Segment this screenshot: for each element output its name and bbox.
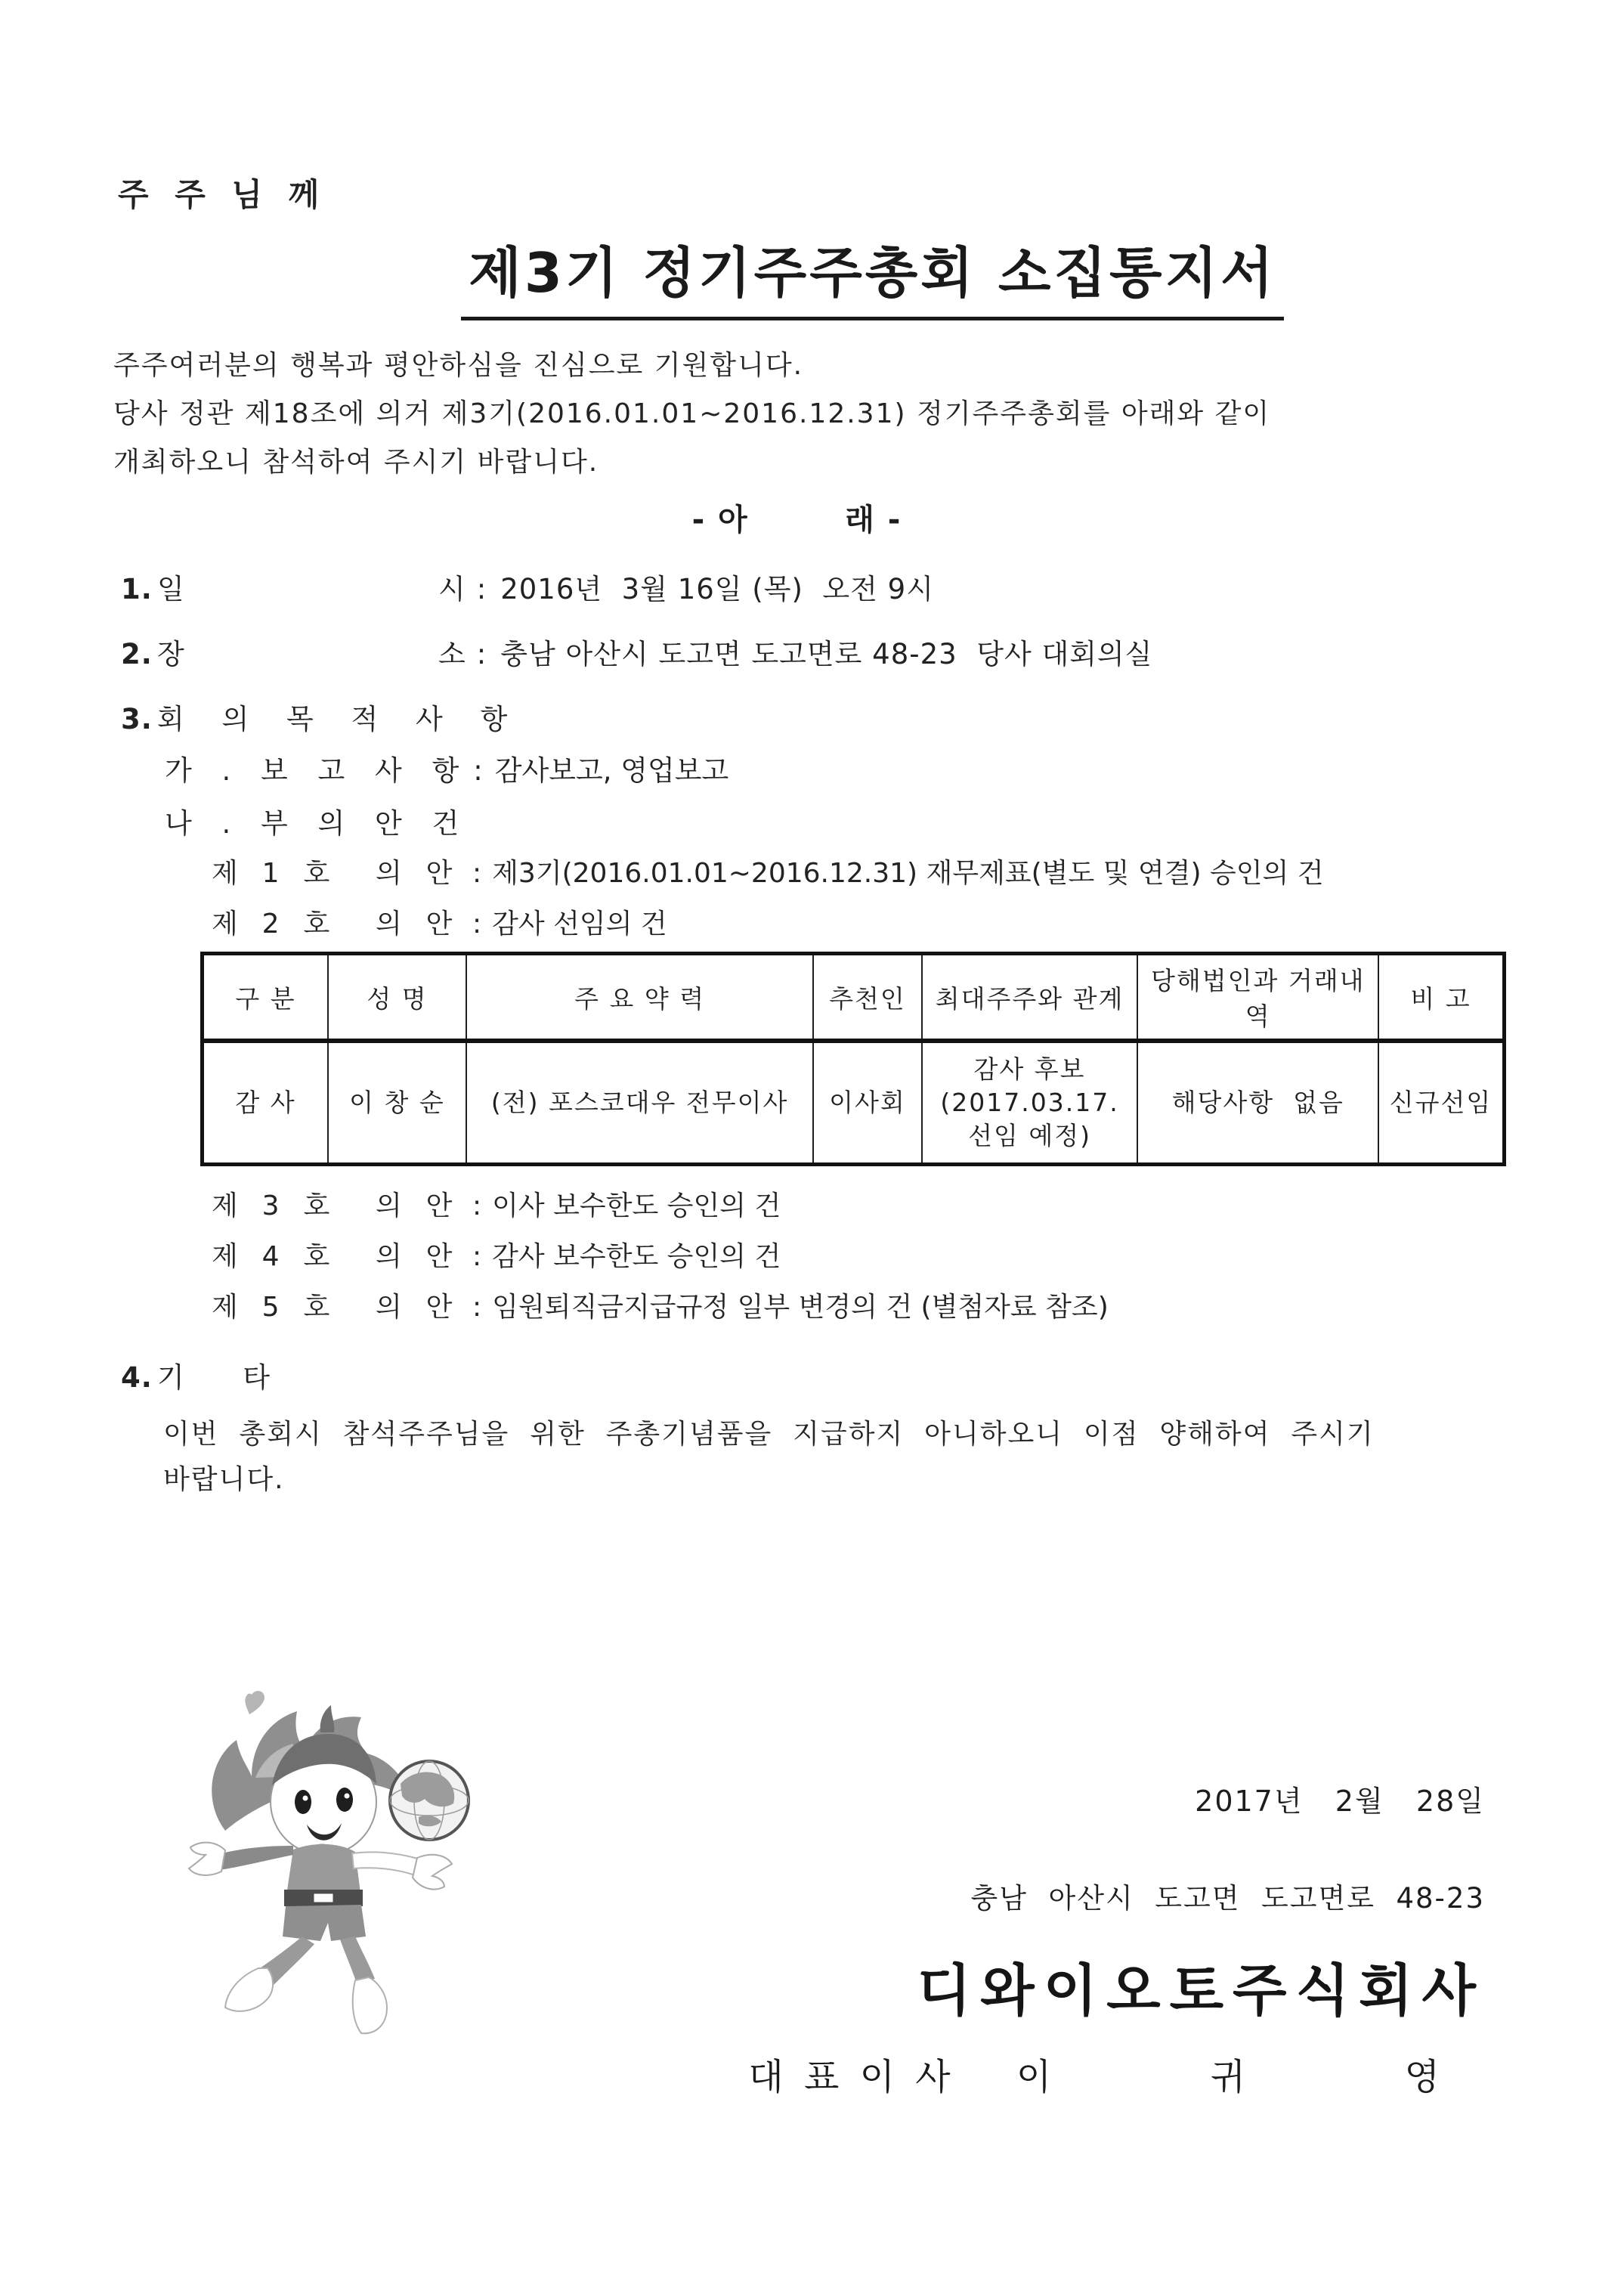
company-name: 디와이오토주식회사 bbox=[917, 1958, 1485, 2023]
relation-line: 선임 예정) bbox=[968, 1121, 1091, 1150]
item-label: 장 bbox=[157, 638, 185, 670]
meeting-datetime-value: 2016년 3월 16일 (목) 오전 9시 bbox=[500, 573, 934, 605]
item-number: 1. bbox=[121, 573, 153, 605]
cell-name: 이 창 순 bbox=[328, 1041, 466, 1165]
misc-section-row bbox=[121, 1354, 1480, 1395]
item-label: 기 타 bbox=[157, 1361, 271, 1394]
resolution-items-row bbox=[165, 800, 1480, 841]
mascot-svg bbox=[180, 1687, 490, 2050]
agenda-value: 감사 선임의 건 bbox=[492, 909, 667, 940]
cell-category: 감 사 bbox=[203, 1041, 328, 1165]
intro-line: 당사 정관 제18조에 의거 제3기(2016.01.01~2016.12.31) 정기주주총회를 아래와 같이 bbox=[113, 398, 1271, 429]
mascot-arm-left bbox=[216, 1846, 293, 1870]
mascot-shorts bbox=[283, 1905, 366, 1941]
meeting-place-row bbox=[121, 631, 1480, 672]
colon: : bbox=[476, 573, 487, 605]
globe-icon bbox=[390, 1761, 469, 1840]
colon: : bbox=[472, 858, 482, 889]
colon: : bbox=[472, 1292, 482, 1323]
meeting-datetime-row bbox=[121, 566, 1480, 607]
agenda-item-2 bbox=[212, 902, 1480, 941]
item-label: 회 의 목 적 사 항 bbox=[157, 703, 517, 735]
col-header-relation: 최대주주와 관계 bbox=[922, 954, 1138, 1042]
col-header-career: 주 요 약 력 bbox=[466, 954, 813, 1042]
ceo-name: 이 귀 영 bbox=[1016, 2056, 1485, 2098]
table-header bbox=[203, 954, 1505, 1042]
company-address: 충남 아산시 도고면 도고면로 48-23 bbox=[970, 1882, 1485, 1915]
agenda-value: 이사 보수한도 승인의 건 bbox=[492, 1190, 781, 1221]
item-key: 소 bbox=[438, 638, 466, 670]
misc-line: 바랍니다. bbox=[163, 1464, 285, 1495]
agenda-value: 제3기(2016.01.01~2016.12.31) 재무제표(별도 및 연결) 승인의 건 bbox=[492, 858, 1324, 889]
col-header-transactions: 당해법인과 거래내역 bbox=[1137, 954, 1378, 1042]
misc-body bbox=[163, 1412, 1480, 1503]
below-divider: - 아 래 - bbox=[691, 503, 902, 537]
heart-icon bbox=[245, 1691, 264, 1714]
cell-career: (전) 포스코대우 전무이사 bbox=[466, 1041, 813, 1165]
mascot-glove-right bbox=[413, 1855, 452, 1890]
auditor-candidate-table bbox=[200, 952, 1506, 1166]
item-number: 4. bbox=[121, 1361, 153, 1394]
item-number: 3. bbox=[121, 703, 153, 735]
report-items-row bbox=[165, 748, 1480, 788]
intro-paragraphs bbox=[113, 351, 1480, 478]
agenda-value: 임원퇴직금지급규정 일부 변경의 건 (별첨자료 참조) bbox=[492, 1292, 1109, 1323]
agenda-item-1 bbox=[212, 852, 1480, 890]
agenda-item-5 bbox=[212, 1286, 1480, 1324]
table-row bbox=[203, 1041, 1505, 1165]
col-header-note: 비 고 bbox=[1378, 954, 1504, 1042]
col-header-name: 성 명 bbox=[328, 954, 466, 1042]
mascot-leg-right bbox=[340, 1936, 375, 1983]
sub-item-label: 가 . 보 고 사 항 bbox=[165, 754, 466, 787]
footer-block bbox=[748, 1778, 1485, 2100]
issue-date: 2017년 2월 28일 bbox=[1195, 1785, 1485, 1818]
colon: : bbox=[472, 1190, 482, 1221]
mascot-arm-right bbox=[352, 1852, 420, 1876]
meeting-place-value: 충남 아산시 도고면 도고면로 48-23 당사 대회의실 bbox=[500, 638, 1153, 670]
col-header-recommender: 추천인 bbox=[813, 954, 921, 1042]
title-wrap bbox=[113, 229, 1480, 320]
relation-line: (2017.03.17. bbox=[940, 1088, 1119, 1117]
mascot-tuft bbox=[320, 1705, 335, 1732]
greeting: 주 주 님 께 bbox=[118, 176, 327, 213]
agenda-label: 제 3 호 의 안 bbox=[212, 1190, 455, 1221]
agenda-label: 제 5 호 의 안 bbox=[212, 1292, 455, 1323]
mascot-eye-left bbox=[295, 1790, 311, 1814]
item-label: 일 bbox=[157, 573, 185, 605]
cell-note: 신규선임 bbox=[1378, 1041, 1504, 1165]
ceo-line bbox=[748, 2048, 1485, 2100]
cell-transactions: 해당사항 없음 bbox=[1137, 1041, 1378, 1165]
col-header-category: 구 분 bbox=[203, 954, 328, 1042]
misc-line: 이번 총회시 참석주주님을 위한 주총기념품을 지급하지 아니하오니 이점 양해하여 주시기 bbox=[163, 1419, 1375, 1450]
agenda-value: 감사 보수한도 승인의 건 bbox=[492, 1241, 781, 1272]
item-key: 시 bbox=[438, 573, 466, 605]
colon: : bbox=[476, 638, 487, 670]
mascot-eye-right bbox=[336, 1788, 353, 1812]
mascot-boot-right bbox=[353, 1977, 387, 2033]
ceo-title: 대 표 이 사 bbox=[748, 2056, 955, 2098]
sub-item-label: 나 . 부 의 안 건 bbox=[165, 807, 466, 840]
colon: : bbox=[472, 1241, 482, 1272]
company-mascot-image bbox=[180, 1687, 490, 2050]
agenda-item-4 bbox=[212, 1235, 1480, 1274]
intro-line: 주주여러분의 행복과 평안하심을 진심으로 기원합니다. bbox=[113, 350, 804, 381]
colon: : bbox=[472, 909, 482, 940]
mascot-buckle bbox=[313, 1893, 334, 1903]
intro-line: 개최하오니 참석하여 주시기 바랍니다. bbox=[113, 447, 599, 478]
report-items-value: 감사보고, 영업보고 bbox=[494, 754, 729, 787]
agenda-label: 제 4 호 의 안 bbox=[212, 1241, 455, 1272]
item-number: 2. bbox=[121, 638, 153, 670]
agenda-item-3 bbox=[212, 1184, 1480, 1223]
cell-relation bbox=[922, 1041, 1138, 1165]
agenda-label: 제 2 호 의 안 bbox=[212, 909, 455, 940]
meeting-purpose-row bbox=[121, 696, 1480, 737]
relation-line: 감사 후보 bbox=[973, 1054, 1086, 1084]
page-title: 제3기 정기주주총회 소집통지서 bbox=[461, 229, 1283, 320]
colon: : bbox=[473, 754, 483, 787]
mascot-boot-left bbox=[225, 1968, 273, 2011]
agenda-label: 제 1 호 의 안 bbox=[212, 858, 455, 889]
cell-recommender: 이사회 bbox=[813, 1041, 921, 1165]
mascot-glove-left bbox=[189, 1843, 225, 1875]
